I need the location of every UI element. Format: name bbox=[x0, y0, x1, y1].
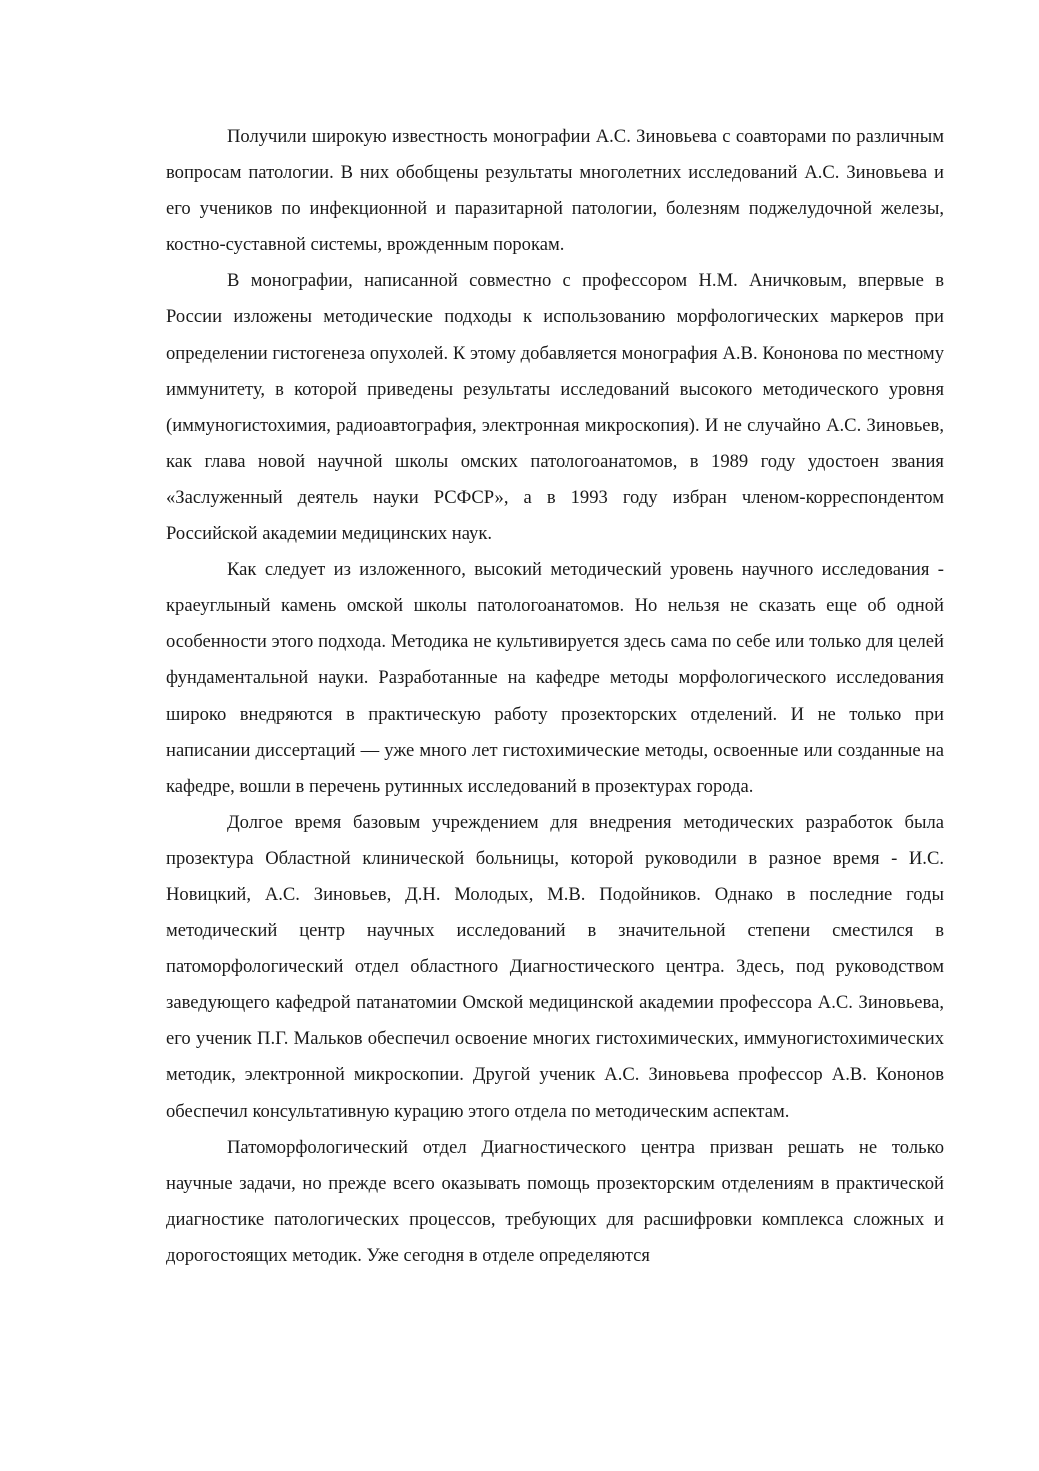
paragraph-anichkov-monograph: В монографии, написанной совместно с профессором Н.М. Аничковым, впервые в России изложены методические подходы к использованию морфологических маркеров при определении гистогенеза опухолей. К этому добавляется монография А.В. Кононова по местному иммунитету, в которой приведены результаты исследований высокого методического уровня (иммуногистохимия, радиоавтография, электронная микроскопия). И не случайно А.С. Зиновьев, как глава новой научной школы омских патологоанатомов, в 1989 году удостоен звания «Заслуженный деятель науки РСФСР», а в 1993 году избран членом-корреспондентом Российской академии медицинских наук. bbox=[166, 270, 944, 545]
paragraph-base-institution: Долгое время базовым учреждением для внедрения методических разработок была прозектура Областной клинической больницы, которой руководили в разное время - И.С. Новицкий, А.С. Зиновьев, Д.Н. Молодых, М.В. Подойников. Однако в последние годы методический центр научных исследований в значительной степени сместился в патоморфологический отдел областного Диагностического центра. Здесь, под руководством заведующего кафедрой патанатомии Омской медицинской академии профессора А.С. Зиновьева, его ученик П.Г. Мальков обеспечил освоение многих гистохимических, иммуногистохимических методик, электронной микроскопии. Другой ученик А.С. Зиновьева профессор А.В. Кононов обеспечил консультативную курацию этого отдела по методическим аспектам. bbox=[166, 811, 944, 1122]
paragraph-monographs: Получили широкую известность монографии А.С. Зиновьева с соавторами по различным вопросам патологии. В них обобщены результаты многолетних исследований А.С. Зиновьева и его учеников по инфекционной и паразитарной патологии, болезням поджелудочной железы, костно-суставной системы, врожденным порокам. bbox=[166, 126, 944, 256]
paragraph-methodology: Как следует из изложенного, высокий методический уровень научного исследования - краеуглыный камень омской школы патологоанатомов. Но нельзя не сказать еще об одной особенности этого подхода. Методика не культивируется здесь сама по себе или только для целей фундаментальной науки. Разработанные на кафедре методы морфологического исследования широко внедряются в практическую работу прозекторских отделений. И не только при написании диссертаций — уже много лет гистохимические методы, освоенные или созданные на кафедре, вошли в перечень рутинных исследований в прозектурах города. bbox=[166, 559, 944, 797]
document-body bbox=[166, 119, 944, 1274]
paragraph-diagnostic-center: Патоморфологический отдел Диагностического центра призван решать не только научные задачи, но прежде всего оказывать помощь прозекторским отделениям в практической диагностике патологических процессов, требующих для расшифровки комплекса сложных и дорогостоящих методик. Уже сегодня в отделе определяются bbox=[166, 1136, 944, 1266]
